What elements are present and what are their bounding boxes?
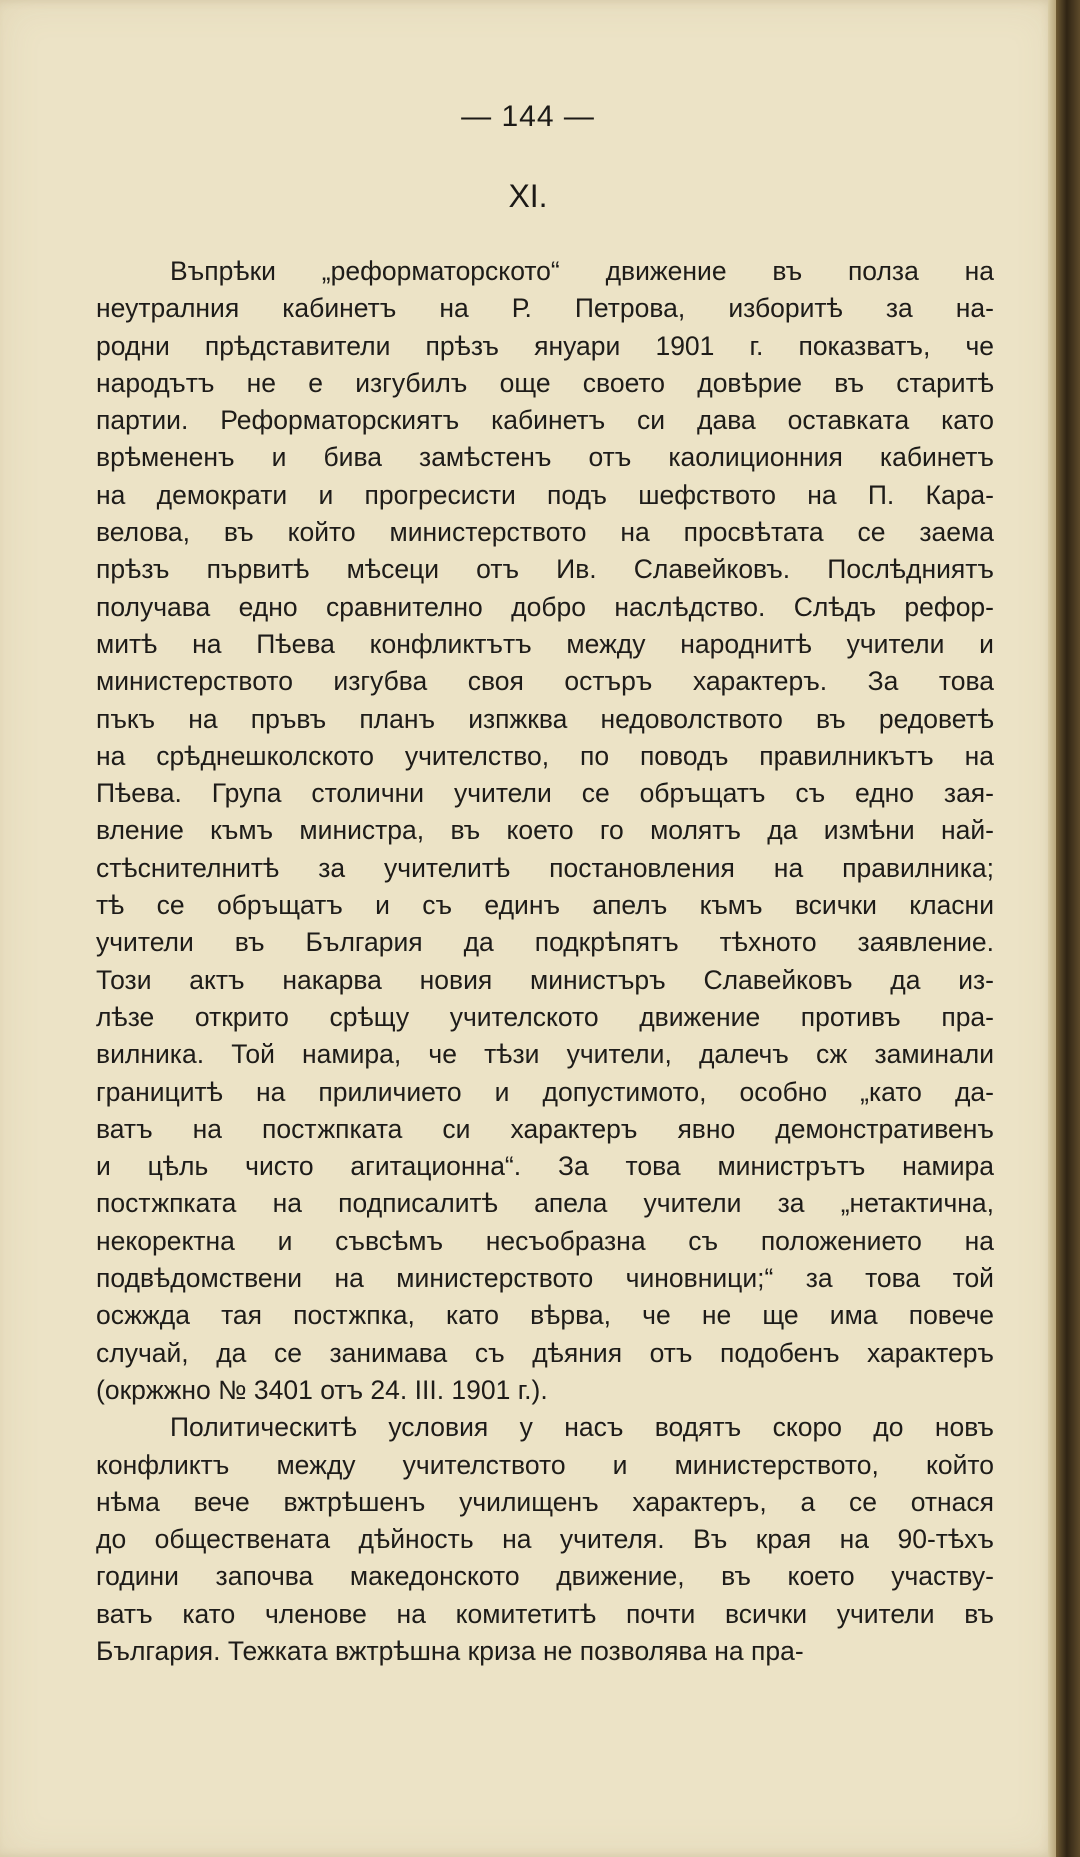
text-line: Въпрѣки „реформаторското“ движение въ полза на (170, 256, 994, 286)
text-line: родни прѣдставители прѣзъ януари 1901 г. показватъ, че (96, 330, 994, 361)
text-line: вление къмъ министра, въ което го молятъ да измѣни най- (96, 815, 994, 846)
text-line: България. Тежката вжтрѣшна криза не позволява на пра- (96, 1635, 804, 1666)
text-line: Този актъ накарва новия министъръ Славейковъ да из- (96, 964, 994, 995)
page-number: — 144 — (461, 100, 595, 133)
text-line: на срѣднешколското учителство, по поводъ правилникътъ на (96, 740, 994, 771)
page-edge (1048, 0, 1056, 1857)
text-line: получава едно сравнително добро наслѣдство. Слѣдъ рефор- (96, 591, 994, 622)
text-line: министерството изгубва своя остъръ характеръ. За това (96, 666, 994, 697)
text-line: лѣзе открито срѣщу учителското движение противъ пра- (96, 1001, 994, 1032)
text-line: партии. Реформаторскиятъ кабинетъ си дава оставката като (96, 405, 994, 436)
text-line: постжпката на подписалитѣ апела учители за „нетактична, (96, 1188, 994, 1219)
text-line: стѣснителнитѣ за учителитѣ постановления на правилника; (96, 852, 994, 883)
text-line: митѣ на Пѣева конфликтътъ между народнитѣ учители и (96, 628, 994, 659)
text-line: тѣ се обръщатъ и съ единъ апелъ къмъ всички класни (96, 890, 994, 921)
text-line: ватъ на постжпката си характеръ явно демонстративенъ (96, 1113, 994, 1144)
text-line: подвѣдомствени на министерството чиновници;“ за това той (96, 1263, 994, 1294)
text-line: до обществената дѣйность на учителя. Въ края на 90-тѣхъ (96, 1524, 994, 1555)
text-line: на демократи и прогресисти подъ шефството на П. Кара- (96, 479, 994, 510)
text-line: вилника. Той намира, че тѣзи учители, далечъ сж заминали (96, 1039, 994, 1070)
chapter-heading: XI. (508, 178, 548, 214)
text-line: Пѣева. Група столични учители се обръщатъ съ едно зая- (96, 778, 994, 809)
text-line: пъкъ на пръвъ планъ изпжква недоволството въ редоветѣ (96, 703, 994, 734)
text-line: некоректна и съвсѣмъ несъобразна съ положението на (96, 1225, 994, 1256)
text-line: врѣмененъ и бива замѣстенъ отъ каолиционния кабинетъ (96, 442, 994, 473)
body-text (96, 253, 994, 1670)
text-line: велова, въ който министерството на просвѣтата се заема (96, 517, 994, 548)
text-line: нѣма вече вжтрѣшенъ училищенъ характеръ, а се отнася (96, 1486, 994, 1517)
text-line: границитѣ на приличието и допустимото, особно „като да- (96, 1076, 994, 1107)
book-spine (1056, 0, 1080, 1857)
text-line: години започва македонското движение, въ което участву- (96, 1561, 994, 1592)
text-line: ватъ като членове на комитетитѣ почти всички учители въ (96, 1598, 994, 1629)
text-line: прѣзъ първитѣ мѣсеци отъ Ив. Славейковъ. Послѣдниятъ (96, 554, 994, 585)
text-line: случай, да се занимава съ дѣяния отъ подобенъ характеръ (96, 1337, 994, 1368)
text-line: народътъ не е изгубилъ още своето довѣрие въ старитѣ (96, 367, 994, 398)
text-line: конфликтъ между учителството и министерството, който (96, 1449, 994, 1480)
text-line: Политическитѣ условия у насъ водятъ скоро до новъ (170, 1412, 994, 1443)
text-line: неутралния кабинетъ на Р. Петрова, изборитѣ за на- (96, 293, 994, 324)
text-line: осжжда тая постжпка, като вѣрва, че не ще има повече (96, 1300, 994, 1331)
text-line: (окржжно № 3401 отъ 24. III. 1901 г.). (96, 1374, 548, 1405)
text-line: и цѣль чисто агитационна“. За това министрътъ намира (96, 1151, 994, 1182)
text-line: учители въ България да подкрѣпятъ тѣхното заявление. (96, 927, 994, 958)
